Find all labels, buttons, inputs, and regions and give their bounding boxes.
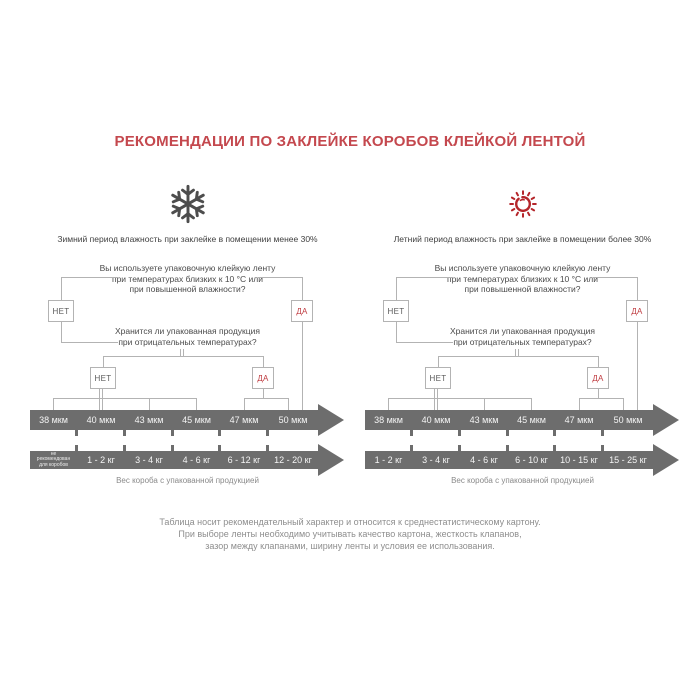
connector-line — [515, 349, 519, 356]
question-1-line: при повышенной влажности? — [464, 284, 581, 294]
micron-label: 40 мкм — [86, 415, 116, 425]
connector-line — [579, 398, 623, 399]
connector-line — [623, 398, 624, 410]
micron-label: 43 мкм — [469, 415, 499, 425]
connector-line — [196, 398, 197, 410]
season-icon-wrap — [30, 180, 345, 228]
connector-line — [149, 398, 150, 410]
connector-line — [302, 277, 303, 300]
weight-label: 6 - 12 кг — [227, 455, 261, 465]
connector-line — [302, 322, 303, 410]
question-2-line: при отрицательных температурах? — [118, 336, 257, 347]
weight-label: 10 - 15 кг — [560, 455, 598, 465]
connector-line — [61, 277, 62, 300]
connector-line — [579, 398, 580, 410]
question-2-line: Хранится ли упакованная продукция — [449, 326, 595, 336]
connector-line — [244, 398, 245, 410]
scale-tick — [458, 430, 461, 436]
weight-label: 15 - 25 кг — [609, 455, 647, 465]
sun-icon — [503, 184, 543, 224]
snowflake-icon — [167, 183, 209, 225]
no-box-2: НЕТ — [90, 367, 116, 389]
connector-line — [388, 398, 531, 399]
weight-label: 1 - 2 кг — [87, 455, 115, 465]
connector-line — [531, 398, 532, 410]
weight-label: 6 - 10 кг — [515, 455, 548, 465]
micron-label: 38 мкм — [39, 415, 68, 425]
weight-caption: Вес короба с упакованной продукцией — [116, 476, 259, 485]
question-1-line: при температурах близких к 10 °С или — [446, 273, 599, 284]
scale-tick — [506, 430, 509, 436]
connector-line — [438, 356, 598, 357]
question-1-line: Вы используете упаковочную клейкую ленту — [99, 263, 276, 273]
footnote-line: зазор между клапанами, ширину ленты и условия ее использования. — [205, 541, 495, 551]
connector-line — [637, 322, 638, 410]
micron-scale-arrow — [365, 410, 653, 430]
weight-label: 1 - 2 кг — [374, 455, 403, 465]
question-2 — [30, 326, 345, 347]
scale-tick — [75, 430, 78, 436]
yes-box-2: ДА — [252, 367, 274, 389]
weight-caption: Вес короба с упакованной продукцией — [451, 476, 594, 485]
weight-scale-arrow — [30, 451, 318, 469]
connector-line — [598, 389, 599, 398]
connector-line — [598, 356, 599, 367]
weight-label: 4 - 6 кг — [470, 455, 498, 465]
micron-label: 50 мкм — [278, 415, 308, 425]
connector-line — [396, 277, 453, 278]
question-1-line: Вы используете упаковочную клейкую ленту — [434, 263, 611, 273]
weight-label: 4 - 6 кг — [182, 455, 211, 465]
micron-label: 40 мкм — [421, 415, 451, 425]
question-1 — [30, 263, 345, 295]
footnote-line: При выборе ленты необходимо учитывать качество картона, жесткость клапанов, — [178, 529, 522, 539]
question-1-line: при повышенной влажности? — [129, 284, 246, 294]
micron-label: 45 мкм — [517, 415, 546, 425]
no-box-1: НЕТ — [48, 300, 74, 322]
connector-line — [263, 356, 264, 367]
micron-label: 43 мкм — [134, 415, 164, 425]
footnote-line: Таблица носит рекомендательный характер и относится к среднестатистическому картону. — [159, 517, 541, 527]
scale-tick — [171, 430, 174, 436]
question-2-line: Хранится ли упакованная продукция — [114, 326, 260, 336]
micron-label: 47 мкм — [229, 415, 259, 425]
connector-line — [99, 389, 103, 410]
footnote — [0, 516, 700, 552]
connector-line — [103, 356, 263, 357]
connector-line — [593, 277, 637, 278]
no-box-1: НЕТ — [383, 300, 409, 322]
connector-line — [288, 398, 289, 410]
column-summer — [365, 180, 680, 510]
scale-tick — [601, 430, 604, 436]
weight-label: не рекомендован для коробов — [36, 450, 71, 468]
connector-line — [637, 277, 638, 300]
micron-scale-arrow — [30, 410, 318, 430]
connector-line — [244, 398, 288, 399]
no-box-2: НЕТ — [425, 367, 451, 389]
micron-label: 50 мкм — [613, 415, 643, 425]
connector-line — [388, 398, 389, 410]
micron-label: 47 мкм — [564, 415, 594, 425]
scale-tick — [123, 430, 126, 436]
scale-tick — [553, 430, 556, 436]
question-2-line: при отрицательных температурах? — [453, 336, 592, 347]
micron-label: 45 мкм — [182, 415, 211, 425]
micron-label: 38 мкм — [374, 415, 403, 425]
connector-line — [263, 389, 264, 398]
question-2 — [365, 326, 680, 347]
season-subtitle: Летний период влажность при заклейке в помещении более 30% — [393, 234, 652, 244]
columns-area — [0, 180, 700, 510]
weight-label: 3 - 4 кг — [135, 455, 163, 465]
connector-line — [258, 277, 302, 278]
connector-line — [438, 356, 439, 367]
yes-box-1: ДА — [291, 300, 313, 322]
connector-line — [396, 277, 397, 300]
season-subtitle: Зимний период влажность при заклейке в помещении менее 30% — [57, 234, 318, 244]
question-1 — [365, 263, 680, 295]
yes-box-1: ДА — [626, 300, 648, 322]
connector-line — [53, 398, 196, 399]
connector-line — [180, 349, 184, 356]
connector-line — [103, 356, 104, 367]
page-title: РЕКОМЕНДАЦИИ ПО ЗАКЛЕЙКЕ КОРОБОВ КЛЕЙКОЙ ЛЕНТОЙ — [114, 133, 586, 150]
connector-line — [434, 389, 438, 410]
question-1-line: при температурах близких к 10 °С или — [111, 273, 264, 284]
scale-tick — [410, 430, 413, 436]
weight-label: 3 - 4 кг — [422, 455, 450, 465]
scale-tick — [266, 430, 269, 436]
weight-label: 12 - 20 кг — [274, 455, 312, 465]
connector-line — [484, 398, 485, 410]
scale-tick — [218, 430, 221, 436]
connector-line — [53, 398, 54, 410]
weight-scale-arrow — [365, 451, 653, 469]
yes-box-2: ДА — [587, 367, 609, 389]
season-icon-wrap — [365, 180, 680, 228]
column-winter — [30, 180, 345, 510]
connector-line — [61, 277, 118, 278]
